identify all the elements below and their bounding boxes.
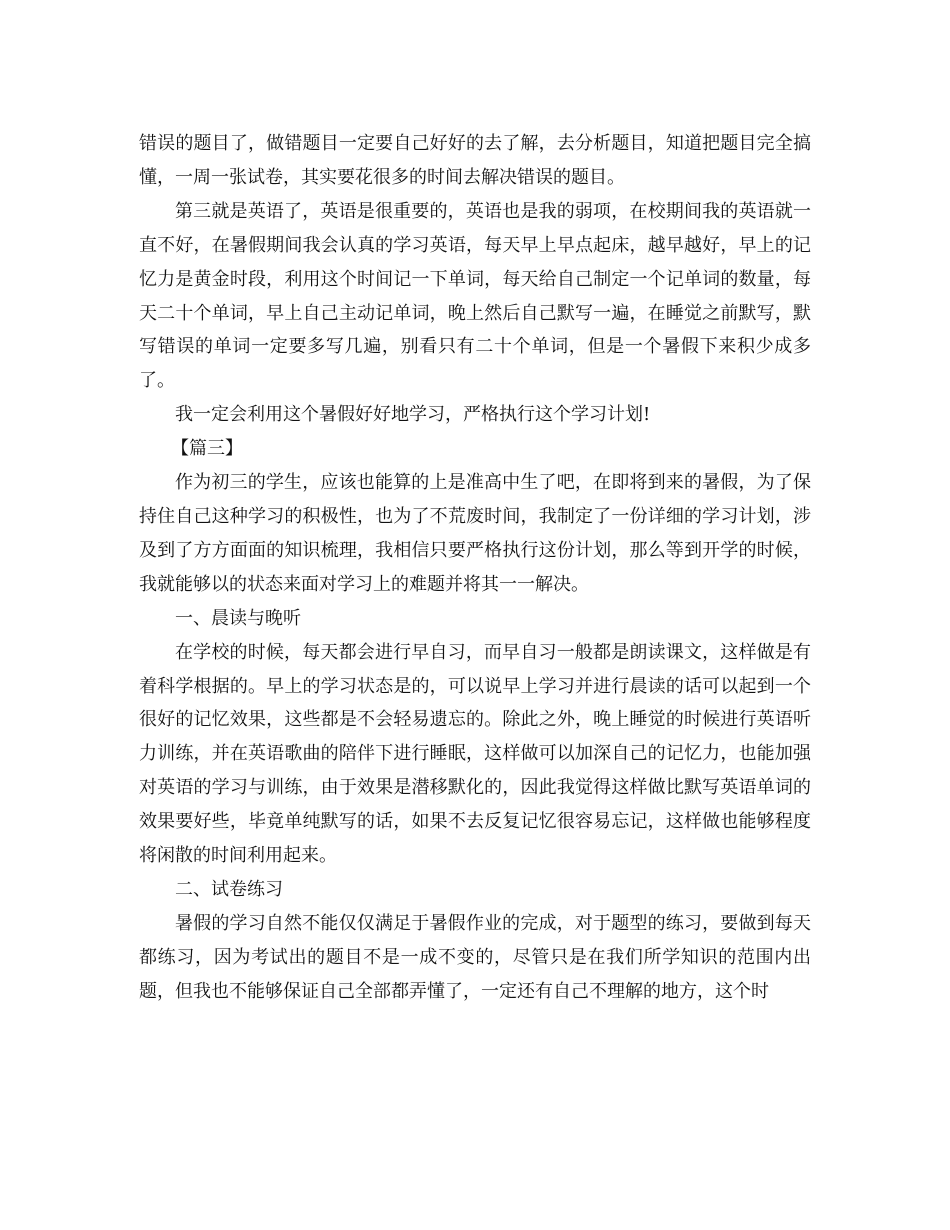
section-heading-test-practice: 二、试卷练习 bbox=[175, 878, 283, 900]
paragraph-continuation: 错误的题目了，做错题目一定要自己好好的去了解，去分析题目，知道把题目完全搞懂，一周一张试卷，其实要花很多的时间去解决错误的题目。 bbox=[139, 133, 811, 188]
section-heading-morning-reading: 一、晨读与晚听 bbox=[175, 607, 301, 629]
paragraph-morning-reading: 在学校的时候，每天都会进行早自习，而早自习一般都是朗读课文，这样做是有着科学根据的。早上的学习状态是的，可以说早上学习并进行晨读的话可以起到一个很好的记忆效果，这些都是不会轻易遗忘的。除此之外，晚上睡觉的时候进行英语听力训练，并在英语歌曲的陪伴下进行睡眠，这样做可以加深自己的记忆力，也能加强对英语的学习与训练，由于效果是潜移默化的，因此我觉得这样做比默写英语单词的效果要好些，毕竟单纯默写的话，如果不去反复记忆很容易忘记，这样做也能够程度将闲散的时间利用起来。 bbox=[139, 641, 811, 867]
paragraph-test-practice: 暑假的学习自然不能仅仅满足于暑假作业的完成，对于题型的练习，要做到每天都练习，因为考试出的题目不是一成不变的，尽管只是在我们所学知识的范围内出题，但我也不能够保证自己全部都弄懂了，一定还有自己不理解的地方，这个时 bbox=[139, 912, 811, 1002]
paragraph-english-plan: 第三就是英语了，英语是很重要的，英语也是我的弱项，在校期间我的英语就一直不好，在暑假期间我会认真的学习英语，每天早上早点起床，越早越好，早上的记忆力是黄金时段，利用这个时间记一下单词，每天给自己制定一个记单词的数量，每天二十个单词，早上自己主动记单词，晚上然后自己默写一遍，在睡觉之前默写，默写错误的单词一定要多写几遍，别看只有二十个单词，但是一个暑假下来积少成多了。 bbox=[139, 200, 811, 392]
paragraph-commitment: 我一定会利用这个暑假好好地学习，严格执行这个学习计划! bbox=[175, 404, 651, 426]
document-page bbox=[139, 127, 811, 1009]
chapter-heading: 【篇三】 bbox=[171, 438, 243, 460]
paragraph-intro: 作为初三的学生，应该也能算的上是准高中生了吧，在即将到来的暑假，为了保持住自己这种学习的积极性，也为了不荒废时间，我制定了一份详细的学习计划，涉及到了方方面面的知识梳理，我相信只要严格执行这份计划，那么等到开学的时候，我就能够以的状态来面对学习上的难题并将其一一解决。 bbox=[139, 472, 811, 595]
